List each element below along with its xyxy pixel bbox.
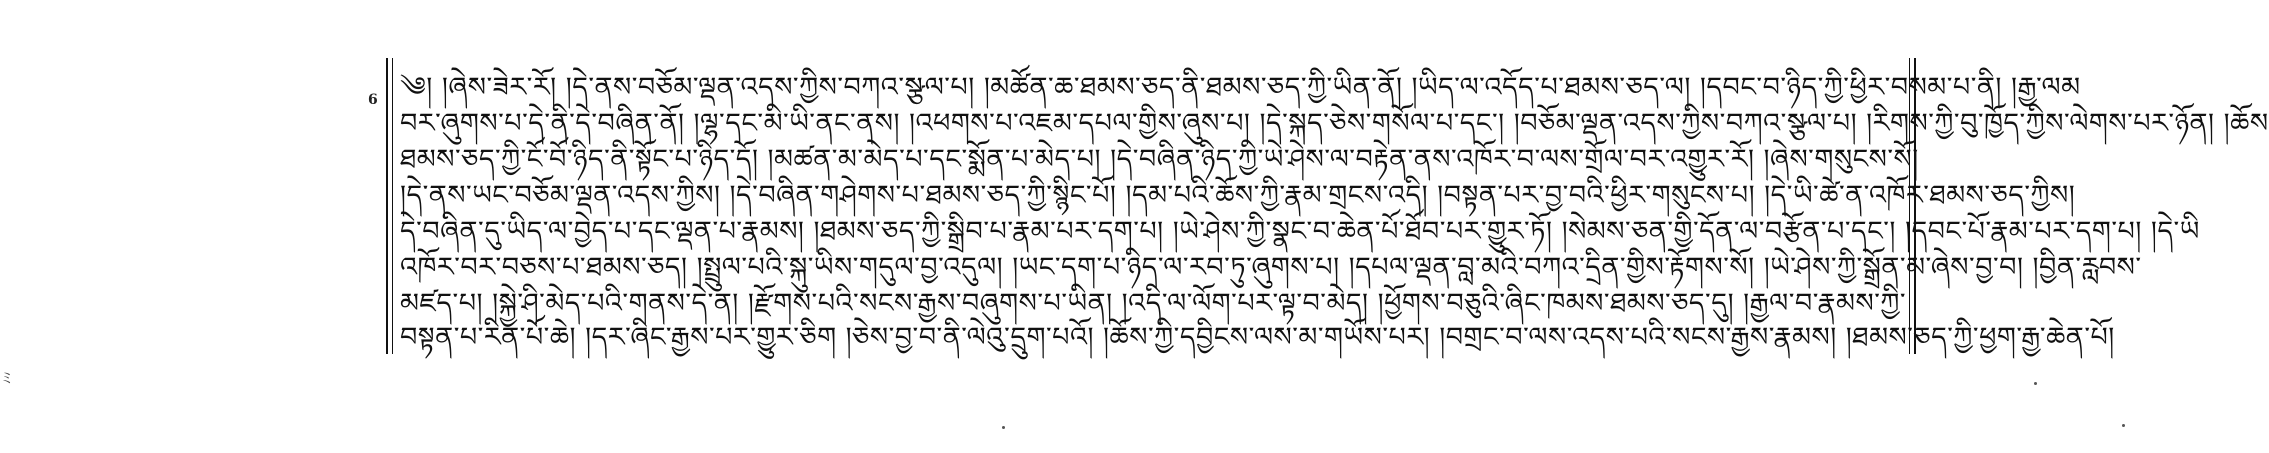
pecha-text-block: [368, 58, 2269, 354]
text-line-2: བར་ཞུགས་པ་དེ་ནི་དེ་བཞིན་ནོ། །ལྷ་དང་མི་ཡི་ནང་ནས། །འཕགས་པ་འཇམ་དཔལ་གྱིས་ཞུས་པ། །དེ་སྐད་ཅེས་གསོལ་པ་དང་། །བཅོམ་ལྡན་འདས་ཀྱིས་བཀའ་སྩལ་པ། །རིགས་ཀྱི་བུ་ཁྱོད་ཀྱིས་ལེགས་པར་ཉོན། །ཆོས: [400, 108, 2269, 139]
folio-number: 6: [368, 92, 378, 108]
text-line-4: །དེ་ནས་ཡང་བཅོམ་ལྡན་འདས་ཀྱིས། །དེ་བཞིན་གཤེགས་པ་ཐམས་ཅད་ཀྱི་སྙིང་པོ། །དམ་པའི་ཆོས་ཀྱི་རྣམ་གྲངས་འདི། །བསྟན་པར་བྱ་བའི་ཕྱིར་གསུངས་པ། །དེ་ཡི་ཚེ་ན་འཁོར་ཐམས་ཅད་ཀྱིས།: [400, 180, 2076, 211]
paper-speck: [2034, 382, 2037, 385]
text-line-6: འཁོར་བར་བཅས་པ་ཐམས་ཅད། །སྤྲུལ་པའི་སྐུ་ཡིས་གདུལ་བྱ་འདུལ། །ཡང་དག་པ་ཉིད་ལ་རབ་ཏུ་ཞུགས་པ། །དཔལ་ལྡན་བླ་མའི་བཀའ་དྲིན་གྱིས་རྟོགས་སོ། །ཡེ་ཤེས་ཀྱི་སྒྲོན་མ་ཞེས་བྱ་བ། །བྱིན་རླབས་: [400, 252, 2142, 283]
text-line-7: མཛད་པ། །སྐྱེ་ཤི་མེད་པའི་གནས་དེ་ན། །རྫོགས་པའི་སངས་རྒྱས་བཞུགས་པ་ཡིན། །འདི་ལ་ལོག་པར་ལྟ་བ་མེད། །ཕྱོགས་བཅུའི་ཞིང་ཁམས་ཐམས་ཅད་དུ། །རྒྱལ་བ་རྣམས་ཀྱི་: [400, 288, 1907, 319]
text-line-8: བསྟན་པ་རིན་པོ་ཆེ། །དར་ཞིང་རྒྱས་པར་གྱུར་ཅིག །ཅེས་བྱ་བ་ནི་ལེའུ་དྲུག་པའོ། །ཆོས་ཀྱི་དབྱིངས་ལས་མ་གཡོས་པར། །བགྲང་བ་ལས་འདས་པའི་སངས་རྒྱས་རྣམས། །ཐམས་ཅད་ཀྱི་ཕྱག་རྒྱ་ཆེན་པོ།: [400, 322, 2115, 353]
page-edge-mark: ミ: [0, 371, 14, 387]
text-line-3: ཐམས་ཅད་ཀྱི་ངོ་བོ་ཉིད་ནི་སྟོང་པ་ཉིད་དོ། །མཚན་མ་མེད་པ་དང་སྨོན་པ་མེད་པ། །དེ་བཞིན་ཉིད་ཀྱི་ཡེ་ཤེས་ལ་བརྟེན་ནས་འཁོར་བ་ལས་གྲོལ་བར་འགྱུར་རོ། །ཞེས་གསུངས་སོ།: [400, 144, 1919, 175]
text-line-5: དེ་བཞིན་དུ་ཡིད་ལ་བྱེད་པ་དང་ལྡན་པ་རྣམས། །ཐམས་ཅད་ཀྱི་སྒྲིབ་པ་རྣམ་པར་དག་པ། །ཡེ་ཤེས་ཀྱི་སྣང་བ་ཆེན་པོ་ཐོབ་པར་གྱུར་ཏོ། །སེམས་ཅན་གྱི་དོན་ལ་བརྩོན་པ་དང་། །དབང་པོ་རྣམ་པར་དག་པ། །དེ་ཡི: [400, 216, 2200, 247]
left-frame-rule-inner: [392, 58, 393, 354]
text-line-1: ༄། །ཞེས་ཟེར་རོ། །དེ་ནས་བཅོམ་ལྡན་འདས་ཀྱིས་བཀའ་སྩལ་པ། །མཚོན་ཆ་ཐམས་ཅད་ནི་ཐམས་ཅད་ཀྱི་ཡིན་ནོ། །ཡིད་ལ་འདོད་པ་ཐམས་ཅད་ལ། །དབང་བ་ཉིད་ཀྱི་ཕྱིར་བསམ་པ་ནི། །རྒྱ་ལམ: [400, 72, 2081, 103]
left-frame-rule: [386, 58, 388, 354]
paper-speck: [1002, 426, 1005, 429]
paper-speck: [2122, 424, 2125, 427]
